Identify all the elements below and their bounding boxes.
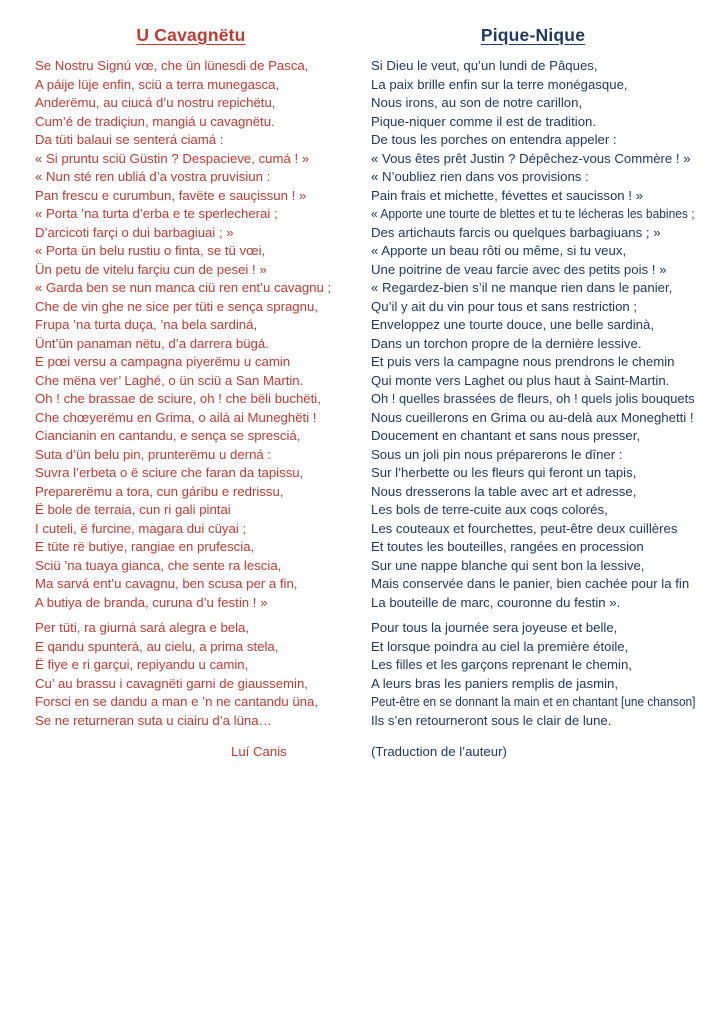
poem-line: Che chœyerëmu en Grima, o ailá ai Muneghëti !	[35, 409, 317, 425]
poem-line: Preparerëmu a tora, cun gáribu e redrissu,	[35, 483, 284, 499]
poem-line: Da tüti balaui se senterá ciamá :	[35, 132, 224, 147]
poem-line: « Porta ’na turta d’erba e te sperlecherai ;	[35, 206, 278, 221]
poem-line: Suvra l’erbeta o ë sciure che faran da tapissu,	[35, 465, 304, 480]
poem-line: « Garda ben se nun manca ciü ren ent’u cavagnu ;	[35, 280, 332, 295]
poem-line: A butiya de branda, curuna d’u festin ! »	[35, 594, 268, 610]
poem-line: « Regardez-bien s’il ne manque rien dans le panier,	[371, 280, 673, 295]
poem-line: Sous un joli pin nous préparerons le dîner :	[371, 446, 623, 462]
poem-line: Dans un torchon propre de la dernière lessive.	[371, 335, 642, 351]
poem-line: Nous dresserons la table avec art et adresse,	[371, 483, 637, 499]
poem-line: Cu’ au brassu i cavagnëti garni de giaussemin,	[35, 675, 308, 691]
poem-line: Ils s’en retourneront sous le clair de lune.	[371, 712, 612, 728]
poem-line: Des artichauts farcis ou quelques barbagiuans ; »	[371, 224, 661, 240]
poem-line: E tüte rë butiye, rangiae en prufescia,	[35, 539, 255, 554]
poem-line: Une poitrine de veau farcie avec des petits pois ! »	[371, 261, 667, 277]
poem-line: Ünt’ün panaman nëtu, d’a darrera bügá.	[35, 335, 269, 351]
poem-column-monegasque	[35, 0, 347, 762]
poem-line: Se Nostru Signú vœ, che ün lünesdi de Pasca,	[35, 58, 309, 73]
poem-line: A páije lüje enfin, sciü a terra munegasca,	[35, 76, 280, 92]
poem-line: Ün petu de vitelu farçiu cun de pesei ! »	[35, 261, 267, 277]
title-row	[371, 25, 695, 46]
poem-line: Pour tous la journée sera joyeuse et belle,	[371, 620, 618, 635]
poem-line: Doucement en chantant et sans nous presser,	[371, 428, 641, 443]
poem-line: E pœi versu a campagna piyerëmu u camin	[35, 354, 291, 369]
poem-line: Nous cueillerons en Grima ou au-delà aux Moneghetti !	[371, 409, 694, 425]
poem-line: Ciancianin en cantandu, e sença se spresciá,	[35, 428, 301, 443]
poem-line: Sur une nappe blanche qui sent bon la lessive,	[371, 557, 645, 573]
poem-line: Peut-être en se donnant la main et en chantant [une chanson]	[371, 694, 696, 709]
poem-line: Et toutes les bouteilles, rangées en procession	[371, 539, 644, 554]
poem-line: De tous les porches on entendra appeler :	[371, 132, 617, 147]
poem-line: Si Dieu le veut, qu’un lundi de Pâques,	[371, 58, 598, 73]
poem-line: « N’oubliez rien dans vos provisions :	[371, 169, 589, 184]
poem-line: Les couteaux et fourchettes, peut-être deux cuillères	[371, 520, 678, 536]
poem-line: Ë fiye e ri garçui, repiyandu u camin,	[35, 657, 249, 672]
poem-line: E qandu spunterá, au cielu, a prima stela,	[35, 638, 279, 654]
poem-line: I cuteli, ë furcine, magara dui cüyai ;	[35, 520, 247, 536]
poem-line: Les filles et les garçons reprenant le chemin,	[371, 657, 632, 672]
poem-column-french	[371, 0, 695, 762]
poem-line: Per tüti, ra giurná sará alegra e bela,	[35, 620, 250, 635]
poem-line: « Porta ün belu rustiu o finta, se tü vœi,	[35, 243, 266, 258]
poem-line: Pain frais et michette, févettes et saucisson ! »	[371, 187, 643, 203]
poem-line: Sur l’herbette ou les fleurs qui feront un tapis,	[371, 465, 637, 480]
translation-note: (Traduction de l’auteur)	[371, 744, 507, 759]
poem-line: La paix brille enfin sur la terre monégasque,	[371, 76, 628, 92]
poem-line: Che de vin ghe ne sice per tüti e sença spragnu,	[35, 298, 318, 314]
poem-line: « Apporte un beau rôti ou même, si tu veux,	[371, 243, 627, 258]
french-stanza-1	[371, 57, 695, 612]
title-row	[35, 25, 347, 46]
monegasque-stanza-1	[35, 57, 347, 612]
poem-line: Oh ! che brassae de sciure, oh ! che bëli buchëti,	[35, 391, 321, 406]
poem-line: Che mëna ver’ Laghé, o ün sciü a San Martin.	[35, 372, 304, 388]
poem-line: Les bols de terre-cuite aux coqs colorés,	[371, 502, 608, 517]
poem-line: Et lorsque poindra au ciel la première étoile,	[371, 638, 629, 654]
poem-line: « Si pruntu sciü Güstin ? Despacieve, cumá ! »	[35, 150, 310, 166]
monegasque-stanza-2	[35, 619, 347, 730]
poem-line: Suta d’ün belu pin, prunterëmu u derná :	[35, 446, 272, 462]
poem-line: « Nun sté ren ubliá d’a vostra pruvisiun :	[35, 169, 271, 184]
poem-line: « Vous êtes prêt Justin ? Dépêchez-vous Commère ! »	[371, 150, 691, 166]
poem-line: Se ne returneran suta u ciairu d’a lüna…	[35, 712, 272, 728]
poem-title-french: Pique-Nique	[480, 25, 586, 45]
french-stanza-2	[371, 619, 695, 730]
poem-line: Frupa ’na turta duça, ’na bela sardiná,	[35, 317, 258, 332]
poem-line: D’arcicoti farçi o dui barbagiuai ; »	[35, 224, 234, 240]
poem-line: Qui monte vers Laghet ou plus haut à Saint-Martin.	[371, 372, 670, 388]
poem-line: Et puis vers la campagne nous prendrons le chemin	[371, 354, 675, 369]
poem-line: La bouteille de marc, couronne du festin ».	[371, 594, 621, 610]
poem-line: Pan frescu e curumbun, favëte e sauçissun ! »	[35, 187, 307, 203]
poem-title-monegasque: U Cavagnëtu	[136, 25, 246, 45]
poem-line: Nous irons, au son de notre carillon,	[371, 95, 583, 110]
poem-line: Forsci en se dandu a man e ’n ne cantandu üna,	[35, 694, 318, 709]
poem-line: Sciü ’na tuaya gianca, che sente ra lescia,	[35, 557, 282, 573]
poem-line: Oh ! quelles brassées de fleurs, oh ! quels jolis bouquets	[371, 391, 695, 406]
poem-line: Mais conservée dans le panier, bien cachée pour la fin	[371, 576, 690, 591]
author-signature: Luí Canis	[231, 744, 287, 759]
poem-line: Qu’il y ait du vin pour tous et sans restriction ;	[371, 298, 638, 314]
poem-line: Enveloppez une tourte douce, une belle sardinà,	[371, 317, 655, 332]
poem-line: Ma sarvá ent’u cavagnu, ben scusa per a fin,	[35, 576, 298, 591]
poem-line: Cum’é de tradiçiun, mangiá u cavagnëtu.	[35, 113, 275, 129]
poem-line: Pique-niquer comme il est de tradition.	[371, 113, 597, 129]
poem-line: Ë bole de terraia, cun ri gali pintai	[35, 502, 231, 517]
poem-line: Anderëmu, au ciucá d’u nostru repichëtu,	[35, 95, 276, 110]
poem-line: « Apporte une tourte de blettes et tu te lécheras les babines ;	[371, 206, 695, 221]
poem-line: A leurs bras les paniers remplis de jasmin,	[371, 675, 619, 691]
